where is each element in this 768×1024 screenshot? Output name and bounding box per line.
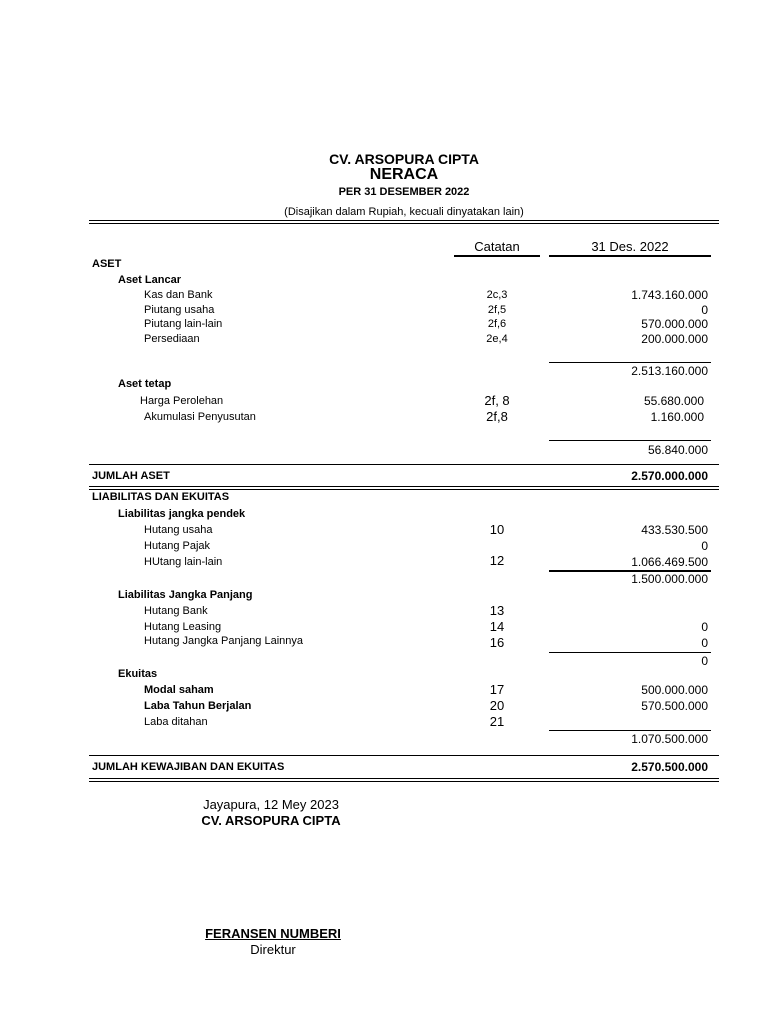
double-rule-bottom: [89, 489, 719, 490]
company-name: CV. ARSOPURA CIPTA: [329, 151, 479, 167]
double-rule-top: [89, 486, 719, 487]
header-rule-bottom: [89, 223, 719, 224]
place-date: Jayapura, 12 Mey 2023: [203, 797, 339, 812]
row-label: HUtang lain-lain: [144, 556, 223, 568]
row-label: Hutang Leasing: [144, 621, 222, 633]
subtotal-ekuitas: 1.070.500.000: [631, 732, 708, 746]
row-value: 500.000.000: [641, 683, 708, 697]
column-date: 31 Des. 2022: [591, 239, 669, 254]
row-label: Kas dan Bank: [144, 289, 213, 301]
row-note: 20: [489, 698, 505, 713]
row-label: Hutang Jangka Panjang Lainnya: [144, 635, 304, 647]
row-label: Hutang Pajak: [144, 540, 211, 552]
row-note: 2c,3: [486, 289, 508, 301]
row-value: 1.160.000: [650, 410, 704, 424]
subtotal-liabilitas-pendek: 1.500.000.000: [631, 572, 708, 586]
row-label: Hutang Bank: [144, 605, 208, 617]
row-value: 433.530.500: [641, 523, 708, 537]
row-value: 0: [701, 303, 708, 317]
double-rule-bottom: [89, 781, 719, 782]
row-value: 570.000.000: [641, 317, 708, 331]
row-label: Laba ditahan: [144, 716, 208, 728]
row-note: 16: [489, 635, 505, 650]
group-liabilitas-panjang: Liabilitas Jangka Panjang: [118, 589, 253, 601]
row-value: 1.743.160.000: [631, 288, 708, 302]
subtotal-rule: [549, 440, 711, 441]
subtotal-rule: [549, 652, 711, 653]
row-note: 2f,8: [486, 409, 508, 424]
signer-name: FERANSEN NUMBERI: [205, 926, 341, 941]
section-liabilitas: LIABILITAS DAN EKUITAS: [92, 491, 230, 503]
row-note: 12: [489, 553, 505, 568]
group-aset-tetap: Aset tetap: [118, 378, 172, 390]
signer-position: Direktur: [250, 942, 296, 957]
row-label: Persediaan: [144, 333, 200, 345]
row-label: Harga Perolehan: [140, 395, 224, 407]
row-note: 13: [489, 603, 505, 618]
row-label: Modal saham: [144, 684, 214, 696]
row-note: 10: [489, 522, 505, 537]
row-value: 0: [701, 539, 708, 553]
row-label: Laba Tahun Berjalan: [144, 700, 252, 712]
row-value: 0: [701, 636, 708, 650]
row-note: 17: [489, 682, 505, 697]
footer-company: CV. ARSOPURA CIPTA: [201, 813, 341, 828]
report-note: (Disajikan dalam Rupiah, kecuali dinyatakan lain): [284, 206, 524, 218]
group-ekuitas: Ekuitas: [118, 668, 158, 680]
total-aset-rule: [89, 464, 719, 465]
group-liabilitas-pendek: Liabilitas jangka pendek: [118, 508, 246, 520]
report-title: NERACA: [369, 166, 439, 183]
row-value: 570.500.000: [641, 699, 708, 713]
section-aset: ASET: [92, 258, 122, 270]
row-value: 0: [701, 620, 708, 634]
row-label: Piutang usaha: [144, 304, 215, 316]
row-note: 2f,6: [487, 318, 507, 330]
subtotal-rule: [549, 362, 711, 363]
row-value: 55.680.000: [643, 394, 704, 408]
row-label: Akumulasi Penyusutan: [144, 411, 256, 423]
row-note: 2f, 8: [484, 393, 510, 408]
row-note: 14: [489, 619, 505, 634]
date-underline: [549, 255, 711, 257]
total-liabilitas-label: JUMLAH KEWAJIBAN DAN EKUITAS: [92, 761, 285, 773]
row-note: 2f,5: [487, 304, 507, 316]
subtotal-aset-tetap: 56.840.000: [647, 443, 708, 457]
subtotal-liabilitas-panjang: 0: [701, 654, 708, 668]
header-rule-top: [89, 220, 719, 221]
column-catatan: Catatan: [474, 239, 520, 254]
row-note: 2e,4: [486, 333, 508, 345]
total-aset-value: 2.570.000.000: [631, 469, 708, 483]
subtotal-aset-lancar: 2.513.160.000: [631, 364, 708, 378]
total-aset-label: JUMLAH ASET: [92, 470, 170, 482]
row-label: Hutang usaha: [144, 524, 213, 536]
total-liabilitas-rule: [89, 755, 719, 756]
double-rule-top: [89, 778, 719, 779]
report-period: PER 31 DESEMBER 2022: [338, 186, 470, 198]
subtotal-rule: [549, 730, 711, 731]
row-value: 200.000.000: [641, 332, 708, 346]
total-liabilitas-value: 2.570.500.000: [631, 760, 708, 774]
row-value: 1.066.469.500: [631, 555, 708, 569]
row-note: 21: [489, 714, 505, 729]
group-aset-lancar: Aset Lancar: [118, 274, 181, 286]
row-label: Piutang lain-lain: [144, 318, 223, 330]
catatan-underline: [454, 255, 540, 257]
